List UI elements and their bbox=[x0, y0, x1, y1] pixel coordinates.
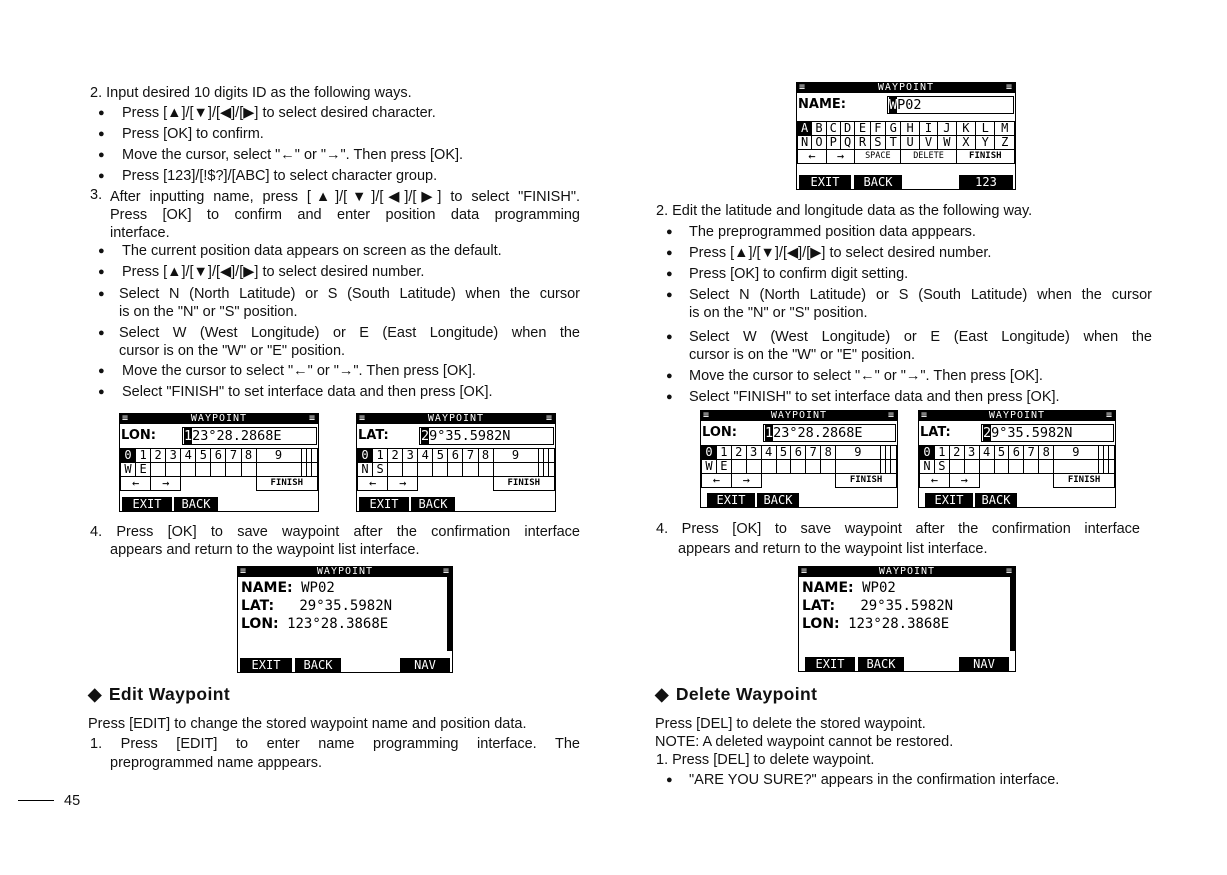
menu-icon: ≡ bbox=[1005, 82, 1013, 93]
exit-softkey[interactable]: EXIT bbox=[359, 497, 409, 511]
key-right-arrow[interactable]: → bbox=[388, 477, 418, 491]
bullet: ● bbox=[666, 247, 673, 259]
right-bullet5-line1: Select W (West Longitude) or E (East Longitude) when the bbox=[689, 329, 1152, 345]
digit-grid bbox=[120, 448, 318, 491]
key-finish[interactable]: FINISH bbox=[956, 150, 1014, 164]
lcd-title: WAYPOINT bbox=[877, 82, 935, 93]
letter-grid bbox=[797, 121, 1015, 164]
bullet: ● bbox=[98, 245, 105, 257]
back-softkey[interactable]: BACK bbox=[975, 493, 1017, 507]
left-step4-line1: 4. Press [OK] to save waypoint after the confirmation interface bbox=[90, 524, 580, 540]
key-s[interactable]: S bbox=[373, 463, 388, 477]
back-softkey[interactable]: BACK bbox=[854, 175, 902, 189]
key-1[interactable]: 1 bbox=[934, 446, 949, 460]
heading-text: Edit Waypoint bbox=[108, 684, 231, 704]
menu-icon: ≡ bbox=[801, 566, 809, 577]
diamond-icon: ◆ bbox=[88, 684, 102, 704]
key-0[interactable]: 0 bbox=[920, 446, 935, 460]
key-9[interactable]: 9 bbox=[1054, 446, 1099, 460]
left-step3-bullet3-line2: is on the "N" or "S" position. bbox=[119, 304, 298, 320]
key-n[interactable]: N bbox=[920, 460, 935, 474]
left-step2-bullet4: Press [123]/[!$?]/[ABC] to select character group. bbox=[122, 168, 438, 184]
key-4[interactable]: 4 bbox=[761, 446, 776, 460]
key-2[interactable]: 2 bbox=[151, 449, 166, 463]
key-4[interactable]: 4 bbox=[979, 446, 994, 460]
menu-icon: ≡ bbox=[545, 413, 553, 424]
key-right-arrow[interactable]: → bbox=[826, 150, 855, 164]
key-finish[interactable]: FINISH bbox=[256, 477, 317, 491]
key-delete[interactable]: DELETE bbox=[901, 150, 956, 164]
exit-softkey[interactable]: EXIT bbox=[925, 493, 973, 507]
right-step4-line1: 4. Press [OK] to save waypoint after the confirmation interface bbox=[656, 521, 1140, 537]
lat-label: LAT: bbox=[358, 428, 389, 443]
lcd-info-screen bbox=[237, 566, 453, 673]
left-step3-bullet3-line1: Select N (North Latitude) or S (South Latitude) when the cursor bbox=[119, 286, 580, 302]
key-i[interactable]: I bbox=[919, 122, 937, 136]
right-bullet6: Move the cursor to select "←" or "→". Then press [OK]. bbox=[689, 368, 1043, 384]
key-a[interactable]: A bbox=[798, 122, 812, 136]
menu-icon: ≡ bbox=[308, 413, 316, 424]
right-step1: 1. Press [DEL] to delete waypoint. bbox=[656, 752, 875, 768]
key-w[interactable]: W bbox=[121, 463, 136, 477]
key-6[interactable]: 6 bbox=[791, 446, 806, 460]
key-9[interactable]: 9 bbox=[493, 449, 538, 463]
key-z[interactable]: Z bbox=[995, 136, 1015, 150]
lcd-title-bar bbox=[797, 83, 1015, 93]
lcd-title: WAYPOINT bbox=[190, 413, 248, 424]
key-p[interactable]: P bbox=[826, 136, 840, 150]
digit-grid bbox=[357, 448, 555, 491]
exit-softkey[interactable]: EXIT bbox=[799, 175, 851, 189]
key-b[interactable]: B bbox=[812, 122, 826, 136]
name-value: P02 bbox=[897, 97, 922, 113]
bullet: ● bbox=[666, 370, 673, 382]
right-step2: 2. Edit the latitude and longitude data as the following way. bbox=[656, 203, 1033, 219]
left-step3-number: 3. bbox=[90, 187, 103, 203]
menu-icon: ≡ bbox=[1105, 410, 1113, 421]
lon-value: 23°28.2868E bbox=[192, 428, 282, 444]
key-8[interactable]: 8 bbox=[821, 446, 836, 460]
key-3[interactable]: 3 bbox=[964, 446, 979, 460]
key-n[interactable]: N bbox=[358, 463, 373, 477]
bullet: ● bbox=[666, 268, 673, 280]
key-0[interactable]: 0 bbox=[358, 449, 373, 463]
key-finish[interactable]: FINISH bbox=[493, 477, 554, 491]
number-group-softkey[interactable]: 123 bbox=[959, 175, 1013, 189]
cursor: 2 bbox=[421, 428, 430, 444]
key-h[interactable]: H bbox=[901, 122, 919, 136]
key-n[interactable]: N bbox=[798, 136, 812, 150]
key-s[interactable]: S bbox=[870, 136, 885, 150]
info-name-row: NAME: WP02 bbox=[241, 580, 335, 596]
key-m[interactable]: M bbox=[995, 122, 1015, 136]
left-step4-line2: appears and return to the waypoint list interface. bbox=[110, 542, 420, 558]
menu-icon: ≡ bbox=[122, 413, 130, 424]
menu-icon: ≡ bbox=[240, 566, 248, 577]
bullet: ● bbox=[98, 170, 105, 182]
key-3[interactable]: 3 bbox=[746, 446, 761, 460]
key-9[interactable]: 9 bbox=[256, 449, 301, 463]
lon-input[interactable] bbox=[182, 427, 317, 445]
lcd-title-bar bbox=[799, 567, 1015, 577]
left-step3-line3: interface. bbox=[110, 225, 170, 241]
info-lat-row: LAT: 29°35.5982N bbox=[241, 598, 393, 614]
key-8[interactable]: 8 bbox=[478, 449, 493, 463]
bullet: ● bbox=[98, 107, 105, 119]
key-right-arrow[interactable]: → bbox=[731, 474, 761, 488]
key-right-arrow[interactable]: → bbox=[151, 477, 181, 491]
heading-text: Delete Waypoint bbox=[675, 684, 818, 704]
key-2[interactable]: 2 bbox=[731, 446, 746, 460]
bullet: ● bbox=[666, 331, 673, 343]
page-rule bbox=[18, 800, 54, 801]
left-step3-bullet4-line1: Select W (West Longitude) or E (East Longitude) when the bbox=[119, 325, 580, 341]
lcd-lon-screen bbox=[119, 413, 319, 512]
info-lat-row: LAT: 29°35.5982N bbox=[802, 598, 954, 614]
lon-input[interactable] bbox=[763, 424, 896, 442]
diamond-icon: ◆ bbox=[655, 684, 669, 704]
right-confirm-bullet: "ARE YOU SURE?" appears in the confirmation interface. bbox=[689, 772, 1060, 788]
key-0[interactable]: 0 bbox=[121, 449, 136, 463]
exit-softkey[interactable]: EXIT bbox=[805, 657, 855, 671]
key-left-arrow[interactable]: ← bbox=[358, 477, 388, 491]
bullet: ● bbox=[98, 288, 105, 300]
lcd-title: WAYPOINT bbox=[988, 410, 1046, 421]
key-w[interactable]: W bbox=[702, 460, 717, 474]
lat-input[interactable] bbox=[419, 427, 554, 445]
right-bullet4-line2: is on the "N" or "S" position. bbox=[689, 305, 868, 321]
key-left-arrow[interactable]: ← bbox=[121, 477, 151, 491]
digit-grid bbox=[701, 445, 897, 488]
lon-label: LON: bbox=[121, 428, 156, 443]
lcd-info-screen bbox=[798, 566, 1016, 672]
cursor: W bbox=[889, 97, 898, 113]
key-4[interactable]: 4 bbox=[418, 449, 433, 463]
cursor: 1 bbox=[765, 425, 774, 441]
scrollbar[interactable] bbox=[447, 577, 452, 651]
key-0[interactable]: 0 bbox=[702, 446, 717, 460]
key-e[interactable]: E bbox=[855, 122, 870, 136]
left-step3-line1: After inputting name, press [▲]/[▼]/[◀]/[▶] to select "FINISH". bbox=[110, 189, 580, 205]
key-5[interactable]: 5 bbox=[196, 449, 211, 463]
key-y[interactable]: Y bbox=[976, 136, 995, 150]
key-w[interactable]: W bbox=[938, 136, 956, 150]
key-u[interactable]: U bbox=[901, 136, 919, 150]
name-label: NAME: bbox=[798, 97, 846, 112]
lcd-title-bar bbox=[919, 411, 1115, 421]
key-1[interactable]: 1 bbox=[136, 449, 151, 463]
page-number: 45 bbox=[64, 793, 81, 809]
left-step3-bullet2: Press [▲]/[▼]/[◀]/[▶] to select desired number. bbox=[122, 264, 425, 280]
exit-softkey[interactable]: EXIT bbox=[707, 493, 755, 507]
key-5[interactable]: 5 bbox=[994, 446, 1009, 460]
lon-value: 23°28.2868E bbox=[773, 425, 863, 441]
left-step1-line2: preprogrammed name apppears. bbox=[110, 755, 322, 771]
key-7[interactable]: 7 bbox=[806, 446, 821, 460]
key-4[interactable]: 4 bbox=[181, 449, 196, 463]
lcd-title: WAYPOINT bbox=[316, 566, 374, 577]
key-7[interactable]: 7 bbox=[1024, 446, 1039, 460]
left-step2-bullet3: Move the cursor, select "←" or "→". Then press [OK]. bbox=[122, 147, 464, 163]
exit-softkey[interactable]: EXIT bbox=[122, 497, 172, 511]
right-delete-paragraph: Press [DEL] to delete the stored waypoint. bbox=[655, 716, 926, 732]
back-softkey[interactable]: BACK bbox=[858, 657, 904, 671]
key-q[interactable]: Q bbox=[840, 136, 854, 150]
key-x[interactable]: X bbox=[956, 136, 975, 150]
menu-icon: ≡ bbox=[442, 566, 450, 577]
lcd-title: WAYPOINT bbox=[878, 566, 936, 577]
lcd-title-bar bbox=[357, 414, 555, 424]
digit-grid bbox=[919, 445, 1115, 488]
left-step3-line2: Press [OK] to confirm and enter position data programming bbox=[110, 207, 580, 223]
left-step1-line1: 1. Press [EDIT] to enter name programming interface. The bbox=[90, 736, 580, 752]
key-9[interactable]: 9 bbox=[836, 446, 881, 460]
left-step2-bullet1: Press [▲]/[▼]/[◀]/[▶] to select desired character. bbox=[122, 105, 436, 121]
key-space[interactable]: SPACE bbox=[855, 150, 901, 164]
lat-value: 9°35.5982N bbox=[991, 425, 1073, 441]
lcd-lon-screen bbox=[700, 410, 898, 508]
name-input[interactable] bbox=[887, 96, 1014, 114]
bullet: ● bbox=[98, 266, 105, 278]
lcd-lat-screen bbox=[918, 410, 1116, 508]
scrollbar[interactable] bbox=[1010, 577, 1015, 651]
key-finish[interactable]: FINISH bbox=[1054, 474, 1115, 488]
left-step2-bullet2: Press [OK] to confirm. bbox=[122, 126, 264, 142]
lcd-title-bar bbox=[120, 414, 318, 424]
key-finish[interactable]: FINISH bbox=[836, 474, 897, 488]
right-step4-line2: appears and return to the waypoint list interface. bbox=[678, 541, 988, 557]
key-c[interactable]: C bbox=[826, 122, 840, 136]
lon-label: LON: bbox=[702, 425, 737, 440]
key-l[interactable]: L bbox=[976, 122, 995, 136]
lat-value: 9°35.5982N bbox=[429, 428, 511, 444]
key-2[interactable]: 2 bbox=[388, 449, 403, 463]
nav-softkey[interactable]: NAV bbox=[959, 657, 1009, 671]
menu-icon: ≡ bbox=[799, 82, 807, 93]
key-7[interactable]: 7 bbox=[463, 449, 478, 463]
key-8[interactable]: 8 bbox=[1039, 446, 1054, 460]
bullet: ● bbox=[666, 289, 673, 301]
key-left-arrow[interactable]: ← bbox=[702, 474, 732, 488]
key-d[interactable]: D bbox=[840, 122, 854, 136]
lcd-title: WAYPOINT bbox=[770, 410, 828, 421]
key-6[interactable]: 6 bbox=[448, 449, 463, 463]
key-j[interactable]: J bbox=[938, 122, 956, 136]
exit-softkey[interactable]: EXIT bbox=[240, 658, 292, 672]
key-s[interactable]: S bbox=[934, 460, 949, 474]
left-step3-bullet5: Move the cursor to select "←" or "→". Then press [OK]. bbox=[122, 363, 476, 379]
bullet: ● bbox=[98, 365, 105, 377]
back-softkey[interactable]: BACK bbox=[295, 658, 341, 672]
info-lon-row: LON: 123°28.3868E bbox=[802, 616, 950, 632]
lcd-title: WAYPOINT bbox=[427, 413, 485, 424]
key-left-arrow[interactable]: ← bbox=[798, 150, 827, 164]
bullet: ● bbox=[666, 391, 673, 403]
key-3[interactable]: 3 bbox=[166, 449, 181, 463]
bullet: ● bbox=[98, 386, 105, 398]
bullet: ● bbox=[98, 149, 105, 161]
back-softkey[interactable]: BACK bbox=[757, 493, 799, 507]
right-note: NOTE: A deleted waypoint cannot be restored. bbox=[655, 734, 954, 750]
key-7[interactable]: 7 bbox=[226, 449, 241, 463]
lcd-title-bar bbox=[701, 411, 897, 421]
left-step3-bullet6: Select "FINISH" to set interface data and then press [OK]. bbox=[122, 384, 493, 400]
back-softkey[interactable]: BACK bbox=[174, 497, 218, 511]
key-g[interactable]: G bbox=[886, 122, 901, 136]
menu-icon: ≡ bbox=[887, 410, 895, 421]
right-step2-bullet2: Press [▲]/[▼]/[◀]/[▶] to select desired number. bbox=[689, 245, 992, 261]
back-softkey[interactable]: BACK bbox=[411, 497, 455, 511]
left-step3-bullet4-line2: cursor is on the "W" or "E" position. bbox=[119, 343, 346, 359]
lat-input[interactable] bbox=[981, 424, 1114, 442]
right-bullet7: Select "FINISH" to set interface data and then press [OK]. bbox=[689, 389, 1060, 405]
edit-waypoint-heading bbox=[88, 684, 230, 705]
key-6[interactable]: 6 bbox=[1009, 446, 1024, 460]
right-step2-bullet3: Press [OK] to confirm digit setting. bbox=[689, 266, 909, 282]
bullet: ● bbox=[666, 226, 673, 238]
key-o[interactable]: O bbox=[812, 136, 826, 150]
key-6[interactable]: 6 bbox=[211, 449, 226, 463]
delete-waypoint-heading bbox=[655, 684, 817, 705]
key-v[interactable]: V bbox=[919, 136, 937, 150]
right-bullet4-line1: Select N (North Latitude) or S (South Latitude) when the cursor bbox=[689, 287, 1152, 303]
menu-icon: ≡ bbox=[703, 410, 711, 421]
key-k[interactable]: K bbox=[956, 122, 975, 136]
nav-softkey[interactable]: NAV bbox=[400, 658, 450, 672]
menu-icon: ≡ bbox=[359, 413, 367, 424]
info-lon-row: LON: 123°28.3868E bbox=[241, 616, 389, 632]
lcd-lat-screen bbox=[356, 413, 556, 512]
bullet: ● bbox=[98, 128, 105, 140]
lcd-title-bar bbox=[238, 567, 452, 577]
key-r[interactable]: R bbox=[855, 136, 870, 150]
key-t[interactable]: T bbox=[886, 136, 901, 150]
key-right-arrow[interactable]: → bbox=[949, 474, 979, 488]
info-name-row: NAME: WP02 bbox=[802, 580, 896, 596]
left-edit-paragraph: Press [EDIT] to change the stored waypoint name and position data. bbox=[88, 716, 527, 732]
key-5[interactable]: 5 bbox=[433, 449, 448, 463]
key-3[interactable]: 3 bbox=[403, 449, 418, 463]
key-e[interactable]: E bbox=[716, 460, 731, 474]
cursor: 1 bbox=[184, 428, 193, 444]
cursor: 2 bbox=[983, 425, 992, 441]
menu-icon: ≡ bbox=[1005, 566, 1013, 577]
bullet: ● bbox=[666, 774, 673, 786]
key-f[interactable]: F bbox=[870, 122, 885, 136]
right-step2-bullet1: The preprogrammed position data apppears. bbox=[689, 224, 976, 240]
key-8[interactable]: 8 bbox=[241, 449, 256, 463]
key-1[interactable]: 1 bbox=[716, 446, 731, 460]
lcd-name-screen bbox=[796, 82, 1016, 190]
key-5[interactable]: 5 bbox=[776, 446, 791, 460]
key-2[interactable]: 2 bbox=[949, 446, 964, 460]
key-1[interactable]: 1 bbox=[373, 449, 388, 463]
lat-label: LAT: bbox=[920, 425, 951, 440]
left-step3-bullet1: The current position data appears on screen as the default. bbox=[122, 243, 502, 259]
menu-icon: ≡ bbox=[921, 410, 929, 421]
bullet: ● bbox=[98, 327, 105, 339]
left-step2: 2. Input desired 10 digits ID as the following ways. bbox=[90, 85, 412, 101]
key-e[interactable]: E bbox=[136, 463, 151, 477]
right-bullet5-line2: cursor is on the "W" or "E" position. bbox=[689, 347, 916, 363]
key-left-arrow[interactable]: ← bbox=[920, 474, 950, 488]
